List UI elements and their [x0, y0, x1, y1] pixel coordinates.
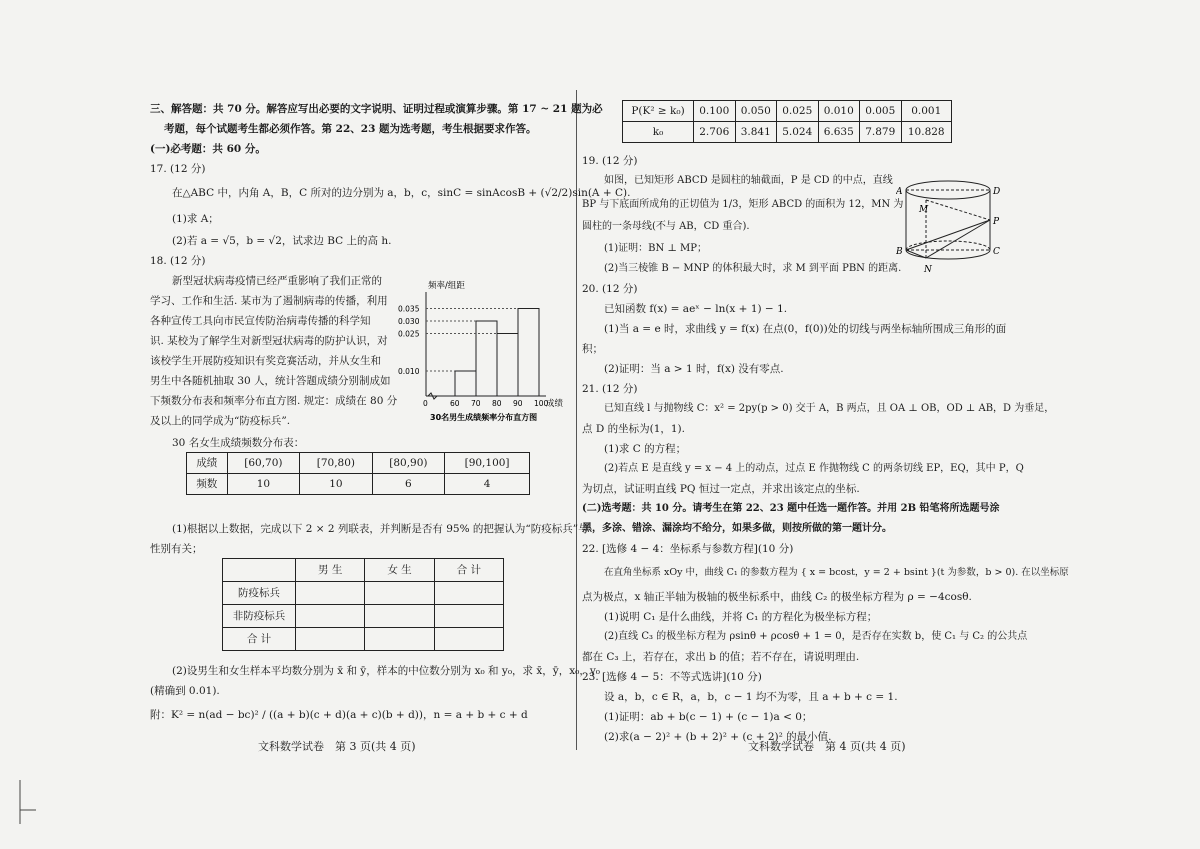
q18-text-line: 各种宣传工具向市民宣传防治病毒传播的科学知	[150, 315, 371, 327]
q20-text-line: 已知函数 f(x) = aeˣ − ln(x + 1) − 1.	[604, 303, 788, 315]
blank-cell	[434, 628, 503, 651]
table-cell: 成绩	[187, 453, 228, 474]
table-cell: [90,100]	[445, 453, 530, 474]
table-cell	[223, 559, 296, 582]
q20-text-line: 积；	[582, 343, 603, 355]
label-m: M	[919, 205, 929, 215]
y-tick-label: 0.025	[398, 329, 420, 339]
frequency-histogram	[396, 278, 576, 428]
q19-heading: 19. (12 分)	[582, 155, 638, 167]
label-n: N	[924, 265, 932, 275]
q21-text-line: (2)若点 E 是直线 y = x − 4 上的动点，过点 E 作抛物线 C 的两条切线 EP，EQ，其中 P，Q	[604, 463, 1024, 474]
x-tick-label: 100	[534, 399, 549, 408]
q19-text-line: 如图，已知矩形 ABCD 是圆柱的轴截面，P 是 CD 的中点，直线	[604, 175, 893, 186]
q17-part1: (1)求 A；	[172, 213, 219, 225]
x-tick-label: 60	[450, 399, 460, 408]
q21-heading: 21. (12 分)	[582, 383, 638, 395]
y-tick-label: 0.030	[398, 317, 420, 326]
table-cell: 4	[445, 474, 530, 495]
label-b: B	[896, 247, 903, 257]
q18-text-line: 新型冠状病毒疫情已经严重影响了我们正常的	[172, 275, 382, 287]
segment-bn	[906, 250, 926, 258]
blank-cell	[434, 605, 503, 628]
table-cell: 男 生	[296, 559, 365, 582]
bottom-ellipse-front	[906, 250, 990, 259]
x-tick-label: 80	[492, 399, 502, 408]
histogram-bar	[518, 309, 539, 397]
q21-text-line: 为切点，试证明直线 PQ 恒过一定点，并求出该定点的坐标.	[582, 483, 860, 495]
table-cell: 0.025	[777, 101, 819, 122]
histogram-xlabel: 成绩	[546, 399, 564, 409]
table-cell: 3.841	[735, 122, 777, 143]
table-cell: 10	[300, 474, 373, 495]
table-cell: 10.828	[901, 122, 952, 143]
q19-text-line: 圆柱的一条母线(不与 AB，CD 重合).	[582, 221, 750, 232]
label-p: P	[993, 217, 1000, 227]
q22-text-line: (2)直线 C₃ 的极坐标方程为 ρsinθ + ρcosθ + 1 = 0，是否存在实数 b，使 C₁ 与 C₂ 的公共点	[604, 631, 1028, 642]
q18-text-line: 学习、工作和生活. 某市为了遏制病毒的传播，利用	[150, 295, 388, 307]
table-cell: 6	[372, 474, 445, 495]
q17-stem: 在△ABC 中，内角 A，B，C 所对的边分别为 a，b，c，sinC = sinAcosB + (√2/2)sin(A + C).	[172, 187, 631, 199]
table-cell: 0.100	[694, 101, 736, 122]
q19-text-line: BP 与下底面所成角的正切值为 1/3，矩形 ABCD 的面积为 12，MN 为	[582, 199, 904, 210]
page4-footer: 文科数学试卷 第 4 页(共 4 页)	[748, 740, 906, 753]
table-cell: 0.010	[818, 101, 860, 122]
x-tick-label: 70	[471, 399, 481, 408]
histogram-title: 30名男生成绩频率分布直方图	[430, 413, 538, 422]
table-cell: 2.706	[694, 122, 736, 143]
q23-text-line: (1)证明：ab + b(c − 1) + (c − 1)a < 0；	[604, 711, 813, 723]
table-cell: 非防疫标兵	[223, 605, 296, 628]
contingency-table	[222, 558, 504, 651]
blank-cell	[365, 605, 434, 628]
q21-text-line: 点 D 的坐标为(1，1).	[582, 423, 685, 435]
q23-text-line: (2)求(a − 2)² + (b + 2)² + (c + 2)² 的最小值.	[604, 731, 832, 743]
critical-value-table	[622, 100, 952, 143]
crop-mark	[14, 780, 44, 830]
label-a: A	[896, 187, 903, 197]
girls-frequency-table	[186, 452, 530, 495]
y-tick-label: 0.035	[398, 304, 420, 314]
q18-part1-line1: (1)根据以上数据，完成以下 2 × 2 列联表，并判断是否有 95% 的把握认为“防疫标兵”与	[172, 523, 589, 535]
table-cell: [80,90)	[372, 453, 445, 474]
optional-line1: (二)选考题：共 10 分。请考生在第 22、23 题中任选一题作答。并用 2B 铅笔将所选题号涂	[582, 503, 1000, 514]
table-cell: 6.635	[818, 122, 860, 143]
table-cell: 10	[227, 474, 300, 495]
q21-text-line: (1)求 C 的方程；	[604, 443, 687, 455]
q22-text-line: (1)说明 C₁ 是什么曲线，并将 C₁ 的方程化为极坐标方程；	[604, 611, 878, 623]
required-heading: (一)必考题：共 60 分。	[150, 143, 266, 155]
q18-text-line: 及以上的同学成为“防疫标兵”.	[150, 415, 291, 427]
q22-text-line: 都在 C₃ 上，若存在，求出 b 的值；若不存在，请说明理由.	[582, 651, 860, 663]
blank-cell	[365, 582, 434, 605]
q18-text-line: 该校学生开展防疫知识有奖竞赛活动，并从女生和	[150, 355, 381, 367]
q18-part2-line1: (2)设男生和女生样本平均数分别为 x̄ 和 ȳ，样本的中位数分别为 x₀ 和 y₀，求 x̄，ȳ，x₀，y₀	[172, 665, 600, 677]
blank-cell	[296, 628, 365, 651]
q18-text-line: 下频数分布表和频率分布直方图. 规定：成绩在 80 分	[150, 395, 398, 407]
q18-part1-line2: 性别有关；	[150, 543, 203, 555]
q23-text-line: 设 a，b，c ∈ R，a，b，c − 1 均不为零，且 a + b + c = 1.	[604, 691, 898, 703]
table-cell: 7.879	[860, 122, 902, 143]
q18-text-line: 识. 某校为了解学生对新型冠状病毒的防护认识，对	[150, 335, 388, 347]
q22-text-line: 点为极点，x 轴正半轴为极轴的极坐标系中，曲线 C₂ 的极坐标方程为 ρ = −4cosθ.	[582, 591, 972, 603]
table-cell: 5.024	[777, 122, 819, 143]
appendix-formula: 附：K² = n(ad − bc)² / ((a + b)(c + d)(a + c)(b + d))，n = a + b + c + d	[150, 709, 528, 721]
histogram-bar	[455, 371, 476, 396]
q19-text-line: (1)证明：BN ⊥ MP；	[604, 243, 707, 254]
section3-line1: 三、解答题：共 70 分。解答应写出必要的文字说明、证明过程或演算步骤。第 17 ~ 21 题为必	[150, 103, 603, 115]
cylinder-figure	[896, 178, 1002, 278]
q20-text-line: (2)证明：当 a > 1 时，f(x) 没有零点.	[604, 363, 784, 375]
table-cell: [60,70)	[227, 453, 300, 474]
blank-cell	[365, 628, 434, 651]
q18-heading: 18. (12 分)	[150, 255, 206, 267]
q22-heading: 22. [选修 4 − 4：坐标系与参数方程](10 分)	[582, 543, 794, 555]
q18-text-line: 男生中各随机抽取 30 人，统计答题成绩分别制成如	[150, 375, 391, 387]
q22-text-line: 在直角坐标系 xOy 中，曲线 C₁ 的参数方程为 { x = bcost，y = 2 + bsint }(t 为参数，b > 0). 在以坐标原	[604, 567, 1069, 578]
table-cell: 0.001	[901, 101, 952, 122]
table-cell: k₀	[623, 122, 694, 143]
q17-heading: 17. (12 分)	[150, 163, 206, 175]
histogram-bar	[476, 321, 497, 396]
table-cell: 防疫标兵	[223, 582, 296, 605]
table-cell: 女 生	[365, 559, 434, 582]
blank-cell	[434, 582, 503, 605]
histogram-bar	[497, 334, 518, 397]
table-cell: 0.050	[735, 101, 777, 122]
y-tick-label: 0.010	[398, 367, 420, 376]
x-tick-label: 90	[513, 399, 523, 408]
optional-line2: 黑，多涂、错涂、漏涂均不给分，如果多做，则按所做的第一题计分。	[582, 523, 892, 534]
blank-cell	[296, 605, 365, 628]
section3-line2: 考题，每个试题考生都必须作答。第 22、23 题为选考题，考生根据要求作答。	[164, 123, 537, 135]
q23-heading: 23. [选修 4 − 5：不等式选讲](10 分)	[582, 671, 762, 683]
page3-footer: 文科数学试卷 第 3 页(共 4 页)	[258, 740, 416, 753]
segment-mp	[926, 200, 990, 220]
table-cell: [70,80)	[300, 453, 373, 474]
table-cell: 频数	[187, 474, 228, 495]
q19-text-line: (2)当三棱锥 B − MNP 的体积最大时，求 M 到平面 PBN 的距离.	[604, 263, 902, 274]
table-cell: P(K² ≥ k₀)	[623, 101, 694, 122]
q21-text-line: 已知直线 l 与抛物线 C：x² = 2py(p > 0) 交于 A，B 两点，且 OA ⊥ OB，OD ⊥ AB，D 为垂足，	[604, 403, 1055, 414]
table-cell: 合 计	[223, 628, 296, 651]
label-c: C	[993, 247, 1000, 257]
blank-cell	[296, 582, 365, 605]
girls-table-caption: 30 名女生成绩频数分布表：	[172, 437, 305, 449]
label-d: D	[993, 187, 1001, 197]
table-cell: 0.005	[860, 101, 902, 122]
q20-text-line: (1)当 a = e 时，求曲线 y = f(x) 在点(0，f(0))处的切线与两坐标轴所围成三角形的面	[604, 323, 1007, 335]
q18-part2-line2: (精确到 0.01).	[150, 685, 220, 697]
q17-part2: (2)若 a = √5，b = √2，试求边 BC 上的高 h.	[172, 235, 392, 247]
table-cell: 合 计	[434, 559, 503, 582]
x-tick-label: 0	[423, 399, 428, 408]
q20-heading: 20. (12 分)	[582, 283, 638, 295]
histogram-ylabel: 频率/组距	[428, 281, 465, 291]
